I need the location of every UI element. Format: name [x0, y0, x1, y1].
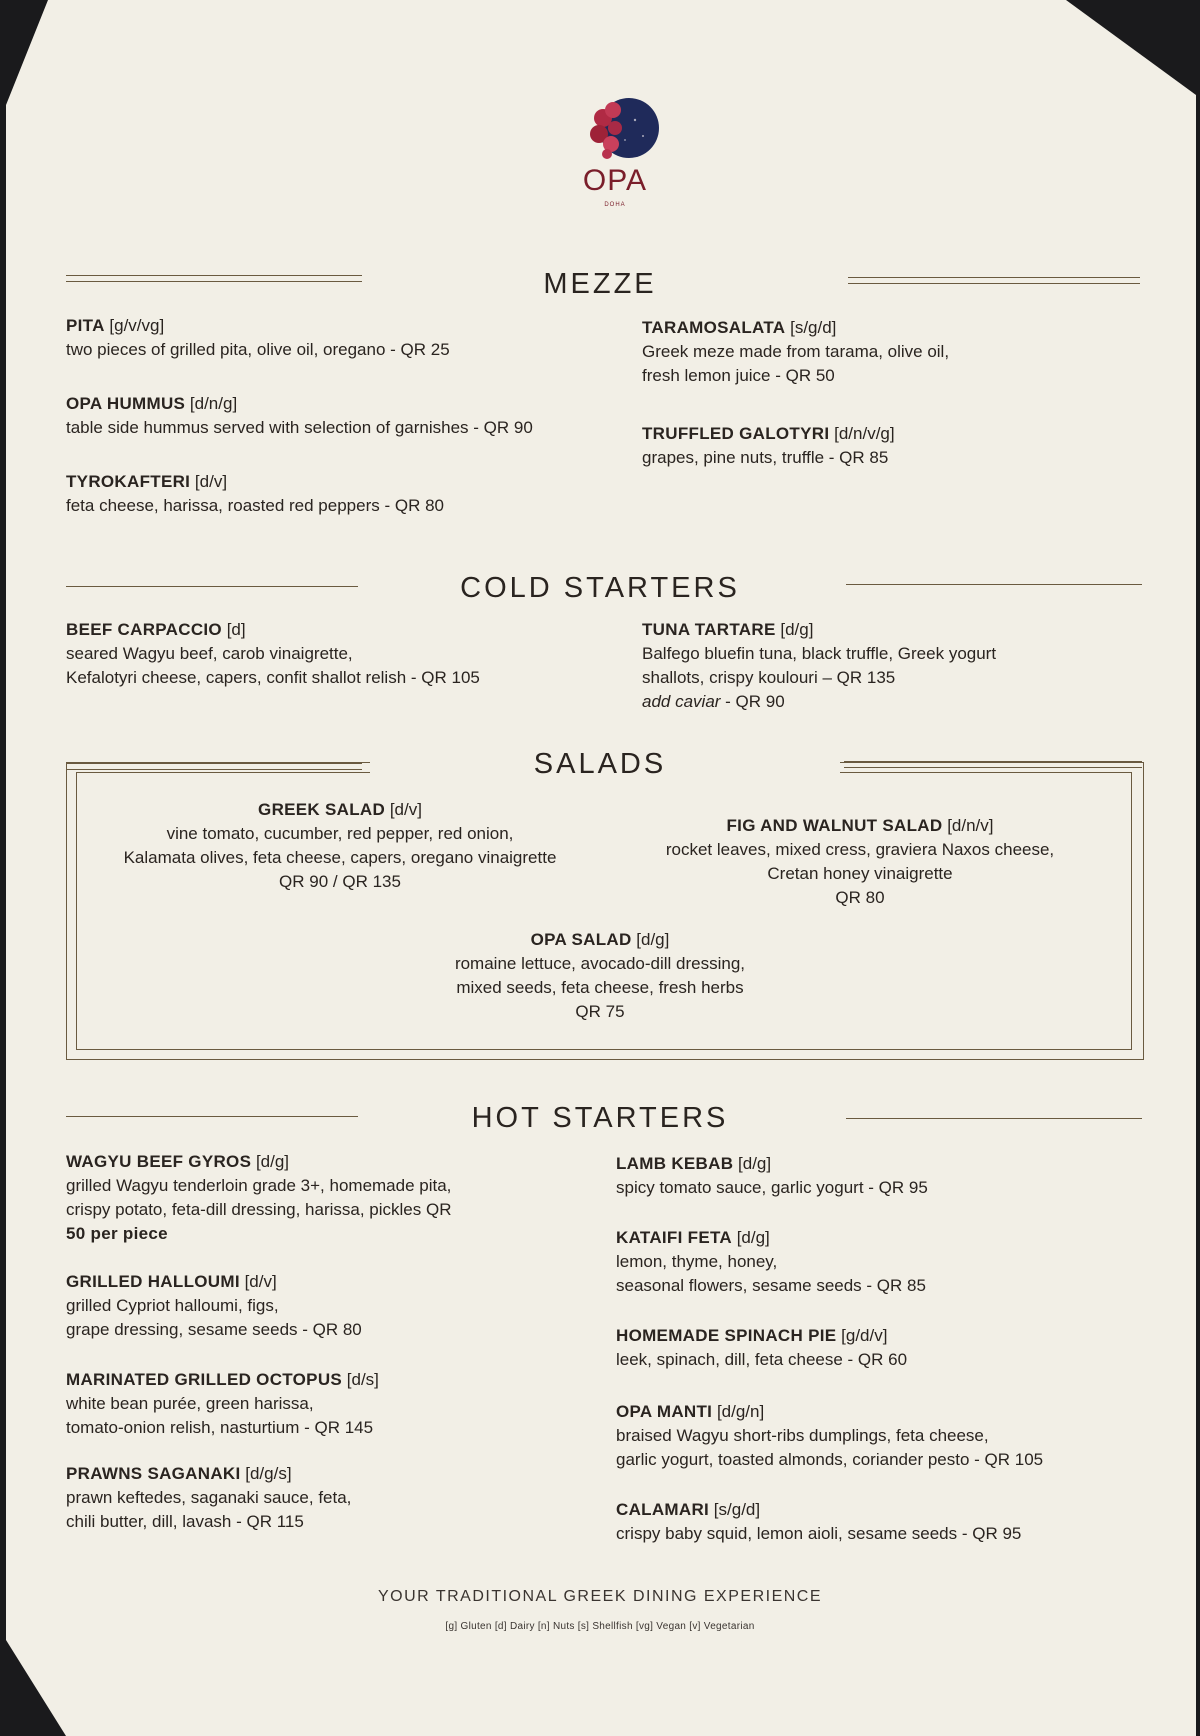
menu-item-beef-carpaccio	[66, 618, 480, 690]
section-header-mezze	[0, 268, 1200, 308]
item-description: spicy tomato sauce, garlic yogurt - QR 95	[616, 1178, 928, 1197]
menu-item-grilled-halloumi	[66, 1270, 362, 1342]
item-description: seasonal flowers, sesame seeds - QR 85	[616, 1276, 926, 1295]
item-name: GREEK SALAD	[258, 800, 386, 819]
opa-logo	[555, 92, 675, 222]
item-description: Balfego bluefin tuna, black truffle, Greek yogurt	[642, 644, 997, 663]
item-description: Cretan honey vinaigrette	[767, 864, 953, 883]
item-tags: [d/s]	[346, 1370, 379, 1389]
divider	[66, 1116, 358, 1117]
menu-item-truffled-galotyri	[642, 422, 895, 470]
item-price: QR 75	[575, 1002, 625, 1021]
divider	[846, 1118, 1142, 1119]
item-tags: [d/n/v/g]	[834, 424, 895, 443]
section-header-salads	[0, 748, 1200, 788]
item-description: grilled Wagyu tenderloin grade 3+, homemade pita,	[66, 1176, 452, 1195]
menu-item-tyrokafteri	[66, 470, 444, 518]
item-addon-price: - QR 90	[720, 692, 785, 711]
item-description: braised Wagyu short-ribs dumplings, feta cheese,	[616, 1426, 989, 1445]
item-description: Kalamata olives, feta cheese, capers, oregano vinaigrette	[123, 848, 557, 867]
item-tags: [d/g]	[255, 1152, 290, 1171]
menu-item-fig-walnut-salad	[610, 814, 1110, 910]
item-description: two pieces of grilled pita, olive oil, oregano - QR 25	[66, 340, 450, 359]
item-name: PRAWNS SAGANAKI	[66, 1464, 241, 1483]
item-name: LAMB KEBAB	[616, 1154, 734, 1173]
item-name: FIG AND WALNUT SALAD	[726, 816, 943, 835]
item-name: TARAMOSALATA	[642, 318, 786, 337]
menu-item-kataifi-feta	[616, 1226, 926, 1298]
item-description: white bean purée, green harissa,	[66, 1394, 314, 1413]
item-description: Kefalotyri cheese, capers, confit shallot relish - QR 105	[66, 668, 480, 687]
menu-item-calamari	[616, 1498, 1021, 1546]
item-description: garlic yogurt, toasted almonds, coriander pesto - QR 105	[616, 1450, 1044, 1469]
item-tags: [d/g]	[636, 930, 670, 949]
divider	[846, 584, 1142, 585]
item-tags: [d/g]	[736, 1228, 770, 1247]
menu-item-taramosalata	[642, 316, 949, 388]
menu-item-prawns-saganaki	[66, 1462, 351, 1534]
item-tags: [d/g/n]	[716, 1402, 765, 1421]
section-title-cold-starters: COLD STARTERS	[460, 572, 740, 604]
menu-item-homemade-spinach-pie	[616, 1324, 907, 1372]
item-price: QR 90 / QR 135	[279, 872, 401, 891]
divider	[848, 277, 1140, 284]
menu-item-wagyu-beef-gyros	[66, 1150, 452, 1246]
item-name: OPA HUMMUS	[66, 394, 186, 413]
allergen-legend: [g] Gluten [d] Dairy [n] Nuts [s] Shellfish [vg] Vegan [v] Vegetarian	[445, 1621, 755, 1632]
menu-item-opa-manti	[616, 1400, 1043, 1472]
item-description: table side hummus served with selection of garnishes - QR 90	[66, 418, 533, 437]
item-name: OPA SALAD	[530, 930, 632, 949]
menu-item-pita	[66, 314, 450, 362]
menu-item-opa-salad	[350, 928, 850, 1024]
item-price: 50 per piece	[66, 1224, 168, 1243]
item-description: seared Wagyu beef, carob vinaigrette,	[66, 644, 353, 663]
section-title-mezze: MEZZE	[543, 268, 657, 300]
item-tags: [s/g/d]	[790, 318, 837, 337]
item-description: fresh lemon juice - QR 50	[642, 366, 835, 385]
section-header-cold-starters	[0, 572, 1200, 612]
item-name: TUNA TARTARE	[642, 620, 776, 639]
item-description: Greek meze made from tarama, olive oil,	[642, 342, 950, 361]
section-title-hot-starters: HOT STARTERS	[471, 1102, 729, 1134]
item-name: TYROKAFTERI	[66, 472, 191, 491]
item-addon: add caviar	[642, 692, 721, 711]
item-description: grapes, pine nuts, truffle - QR 85	[642, 448, 889, 467]
item-tags: [d]	[226, 620, 246, 639]
item-tags: [d/g]	[738, 1154, 772, 1173]
brand-city: DOHA	[604, 202, 626, 208]
section-header-hot-starters	[0, 1102, 1200, 1142]
footer-tagline: YOUR TRADITIONAL GREEK DINING EXPERIENCE	[377, 1588, 823, 1605]
menu-item-lamb-kebab	[616, 1152, 928, 1200]
item-tags: [d/v]	[244, 1272, 277, 1291]
item-description: leek, spinach, dill, feta cheese - QR 60	[616, 1350, 908, 1369]
item-tags: [d/n/g]	[189, 394, 238, 413]
item-description: prawn keftedes, saganaki sauce, feta,	[66, 1488, 352, 1507]
item-description: lemon, thyme, honey,	[616, 1252, 778, 1271]
item-name: MARINATED GRILLED OCTOPUS	[66, 1370, 343, 1389]
item-name: KATAIFI FETA	[616, 1228, 732, 1247]
item-description: romaine lettuce, avocado-dill dressing,	[454, 954, 746, 973]
item-description: crispy potato, feta-dill dressing, harissa, pickles QR	[66, 1200, 452, 1219]
item-description: shallots, crispy koulouri – QR 135	[642, 668, 896, 687]
menu-item-greek-salad	[90, 798, 590, 894]
item-name: OPA MANTI	[616, 1402, 713, 1421]
item-tags: [d/v]	[389, 800, 422, 819]
item-price: QR 80	[835, 888, 885, 907]
item-description: vine tomato, cucumber, red pepper, red onion,	[166, 824, 514, 843]
item-name: TRUFFLED GALOTYRI	[642, 424, 830, 443]
section-title-salads: SALADS	[533, 748, 667, 780]
item-description: crispy baby squid, lemon aioli, sesame seeds - QR 95	[616, 1524, 1022, 1543]
item-description: feta cheese, harissa, roasted red peppers - QR 80	[66, 496, 444, 515]
item-tags: [d/g]	[780, 620, 814, 639]
logo-emblem-icon	[555, 92, 675, 172]
item-description: chili butter, dill, lavash - QR 115	[66, 1512, 304, 1531]
item-tags: [s/g/d]	[713, 1500, 761, 1519]
item-name: GRILLED HALLOUMI	[66, 1272, 240, 1291]
item-name: CALAMARI	[616, 1500, 710, 1519]
item-tags: [g/v/vg]	[109, 316, 165, 335]
item-name: BEEF CARPACCIO	[66, 620, 222, 639]
item-name: WAGYU BEEF GYROS	[66, 1152, 252, 1171]
brand-name: OPA	[582, 164, 648, 197]
menu-item-marinated-grilled-octopus	[66, 1368, 379, 1440]
item-tags: [g/d/v]	[841, 1326, 888, 1345]
item-tags: [d/v]	[194, 472, 228, 491]
item-name: PITA	[66, 316, 105, 335]
menu-item-opa-hummus	[66, 392, 533, 440]
item-description: mixed seeds, feta cheese, fresh herbs	[456, 978, 744, 997]
item-tags: [d/n/v]	[947, 816, 994, 835]
item-name: HOMEMADE SPINACH PIE	[616, 1326, 837, 1345]
menu-item-tuna-tartare	[642, 618, 996, 714]
divider	[66, 275, 362, 282]
item-description: grilled Cypriot halloumi, figs,	[66, 1296, 279, 1315]
divider	[66, 586, 358, 587]
item-description: grape dressing, sesame seeds - QR 80	[66, 1320, 362, 1339]
item-description: tomato-onion relish, nasturtium - QR 145	[66, 1418, 374, 1437]
item-description: rocket leaves, mixed cress, graviera Naxos cheese,	[665, 840, 1055, 859]
item-tags: [d/g/s]	[245, 1464, 292, 1483]
